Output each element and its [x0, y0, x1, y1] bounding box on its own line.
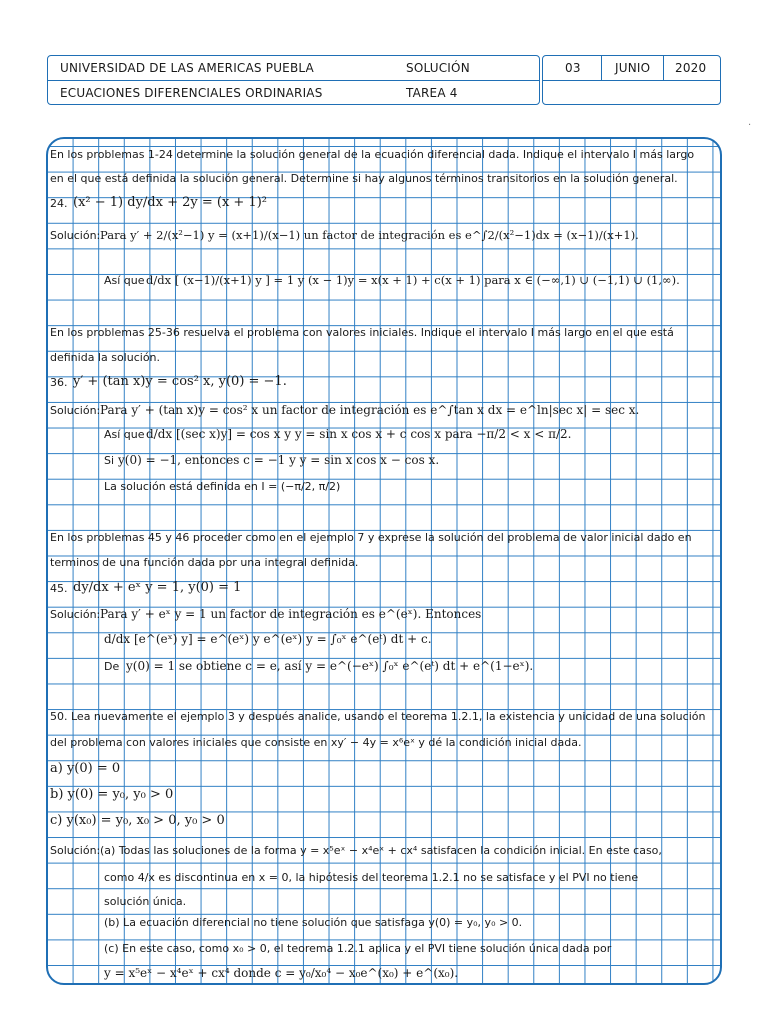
problem-50-sol-c-line-2: y = x⁵eˣ − x⁴eˣ + cx⁴ donde c = y₀/x₀⁴ − x₀e^(x₀) + e^(x₀). [104, 966, 459, 980]
problem-50-sol-a-line-1: (a) Todas las soluciones de la forma y = x⁵eˣ − x⁴eˣ + cx⁴ satisfacen la condición inicial. En este caso, [100, 844, 662, 857]
problem-36-solution-label: Solución: [50, 404, 101, 417]
intro-2-line-1: En los problemas 25-36 resuelva el problema con valores iniciales. Indique el intervalo I más largo en el que está [50, 326, 674, 339]
header-right-box [542, 55, 721, 105]
grid-sheet [46, 137, 722, 985]
problem-24-equation: (x² − 1) dy/dx + 2y = (x + 1)² [73, 195, 267, 210]
problem-24-solution-label: Solución: [50, 229, 101, 242]
stray-mark: · [748, 120, 752, 131]
problem-36-interval: La solución está definida en I = (−π/2, π/2) [104, 480, 341, 493]
problem-50-line-2: del problema con valores iniciales que consiste en xy′ − 4y = x⁶eˣ y dé la condición inicial dada. [50, 736, 582, 749]
problem-50-sol-a-line-2: como 4/x es discontinua en x = 0, la hipótesis del teorema 1.2.1 no se satisface y el PVI no tiene [104, 871, 639, 884]
intro-1-line-1: En los problemas 1-24 determine la solución general de la ecuación diferencial dada. Indique el intervalo I más largo [50, 148, 695, 161]
problem-50-part-b: b) y(0) = y₀, y₀ > 0 [50, 787, 174, 802]
problem-45-de-label: De [104, 660, 120, 673]
header-left-box [47, 55, 540, 105]
problem-36-solution-text: Para y′ + (tan x)y = cos² x un factor de integración es e^∫tan x dx = e^ln|sec x| = sec x. [100, 403, 640, 417]
header-right-divider [543, 80, 720, 81]
problem-45-solution-text: Para y′ + eˣ y = 1 un factor de integración es e^(eˣ). Entonces [100, 607, 482, 621]
problem-50-sol-a-line-3: solución única. [104, 895, 187, 908]
problem-50-part-a: a) y(0) = 0 [50, 761, 121, 776]
problem-24-asi-label: Así que [104, 274, 145, 287]
date-divider-2 [663, 56, 664, 81]
problem-50-part-c: c) y(x₀) = y₀, x₀ > 0, y₀ > 0 [50, 813, 225, 828]
problem-36-si-label: Si [104, 454, 115, 467]
problem-50-line-1: 50. Lea nuevamente el ejemplo 3 y después analice, usando el teorema 1.2.1, la existencia y unicidad de una solución [50, 710, 706, 723]
problem-36-asi-label: Así que [104, 428, 145, 441]
problem-45-de-text: y(0) = 1 se obtiene c = e, así y = e^(−eˣ) ∫₀ˣ e^(eᵗ) dt + e^(1−eˣ). [126, 659, 534, 673]
problem-50-sol-b: (b) La ecuación diferencial no tiene solución que satisfaga y(0) = y₀, y₀ > 0. [104, 916, 523, 929]
intro-3-line-2: terminos de una función dada por una integral definida. [50, 556, 359, 569]
problem-36-equation: y′ + (tan x)y = cos² x, y(0) = −1. [73, 374, 287, 389]
course-name: ECUACIONES DIFERENCIALES ORDINARIAS [60, 86, 323, 100]
problem-50-solution-label: Solución: [50, 844, 101, 857]
date-divider-1 [601, 56, 602, 81]
problem-50-sol-c-line-1: (c) En este caso, como x₀ > 0, el teorema 1.2.1 aplica y el PVI tiene solución única dada por [104, 942, 612, 955]
problem-24-asi-text: d/dx [ (x−1)/(x+1) y ] = 1 y (x − 1)y = x(x + 1) + c(x + 1) para x ∈ (−∞,1) ∪ (−1,1) ∪ (1,∞). [146, 273, 680, 287]
intro-1-line-2: en el que está definida la solución general. Determine si hay algunos términos transitorios en la solución general. [50, 172, 678, 185]
solution-label: SOLUCIÓN [406, 61, 470, 75]
problem-36-asi-text: d/dx [(sec x)y] = cos x y y = sin x cos x + c cos x para −π/2 < x < π/2. [146, 427, 572, 441]
intro-3-line-1: En los problemas 45 y 46 proceder como en el ejemplo 7 y exprese la solución del problema de valor inicial dado en [50, 531, 692, 544]
intro-2-line-2: definida la solución. [50, 351, 161, 364]
problem-24-solution-text: Para y′ + 2/(x²−1) y = (x+1)/(x−1) un factor de integración es e^∫2/(x²−1)dx = (x−1)/(x+1). [100, 228, 639, 242]
date-year: 2020 [675, 61, 707, 75]
assignment-label: TAREA 4 [406, 86, 458, 100]
problem-36-number: 36. [50, 376, 68, 389]
problem-24-number: 24. [50, 197, 68, 210]
problem-45-number: 45. [50, 582, 68, 595]
date-day: 03 [565, 61, 581, 75]
university-name: UNIVERSIDAD DE LAS AMERICAS PUEBLA [60, 61, 314, 75]
date-month: JUNIO [615, 61, 651, 75]
problem-45-equation: dy/dx + eˣ y = 1, y(0) = 1 [73, 580, 242, 595]
problem-36-si-text: y(0) = −1, entonces c = −1 y y = sin x cos x − cos x. [118, 453, 440, 467]
problem-45-derivative: d/dx [e^(eˣ) y] = e^(eˣ) y e^(eˣ) y = ∫₀ˣ e^(eᵗ) dt + c. [104, 632, 432, 646]
problem-45-solution-label: Solución: [50, 608, 101, 621]
